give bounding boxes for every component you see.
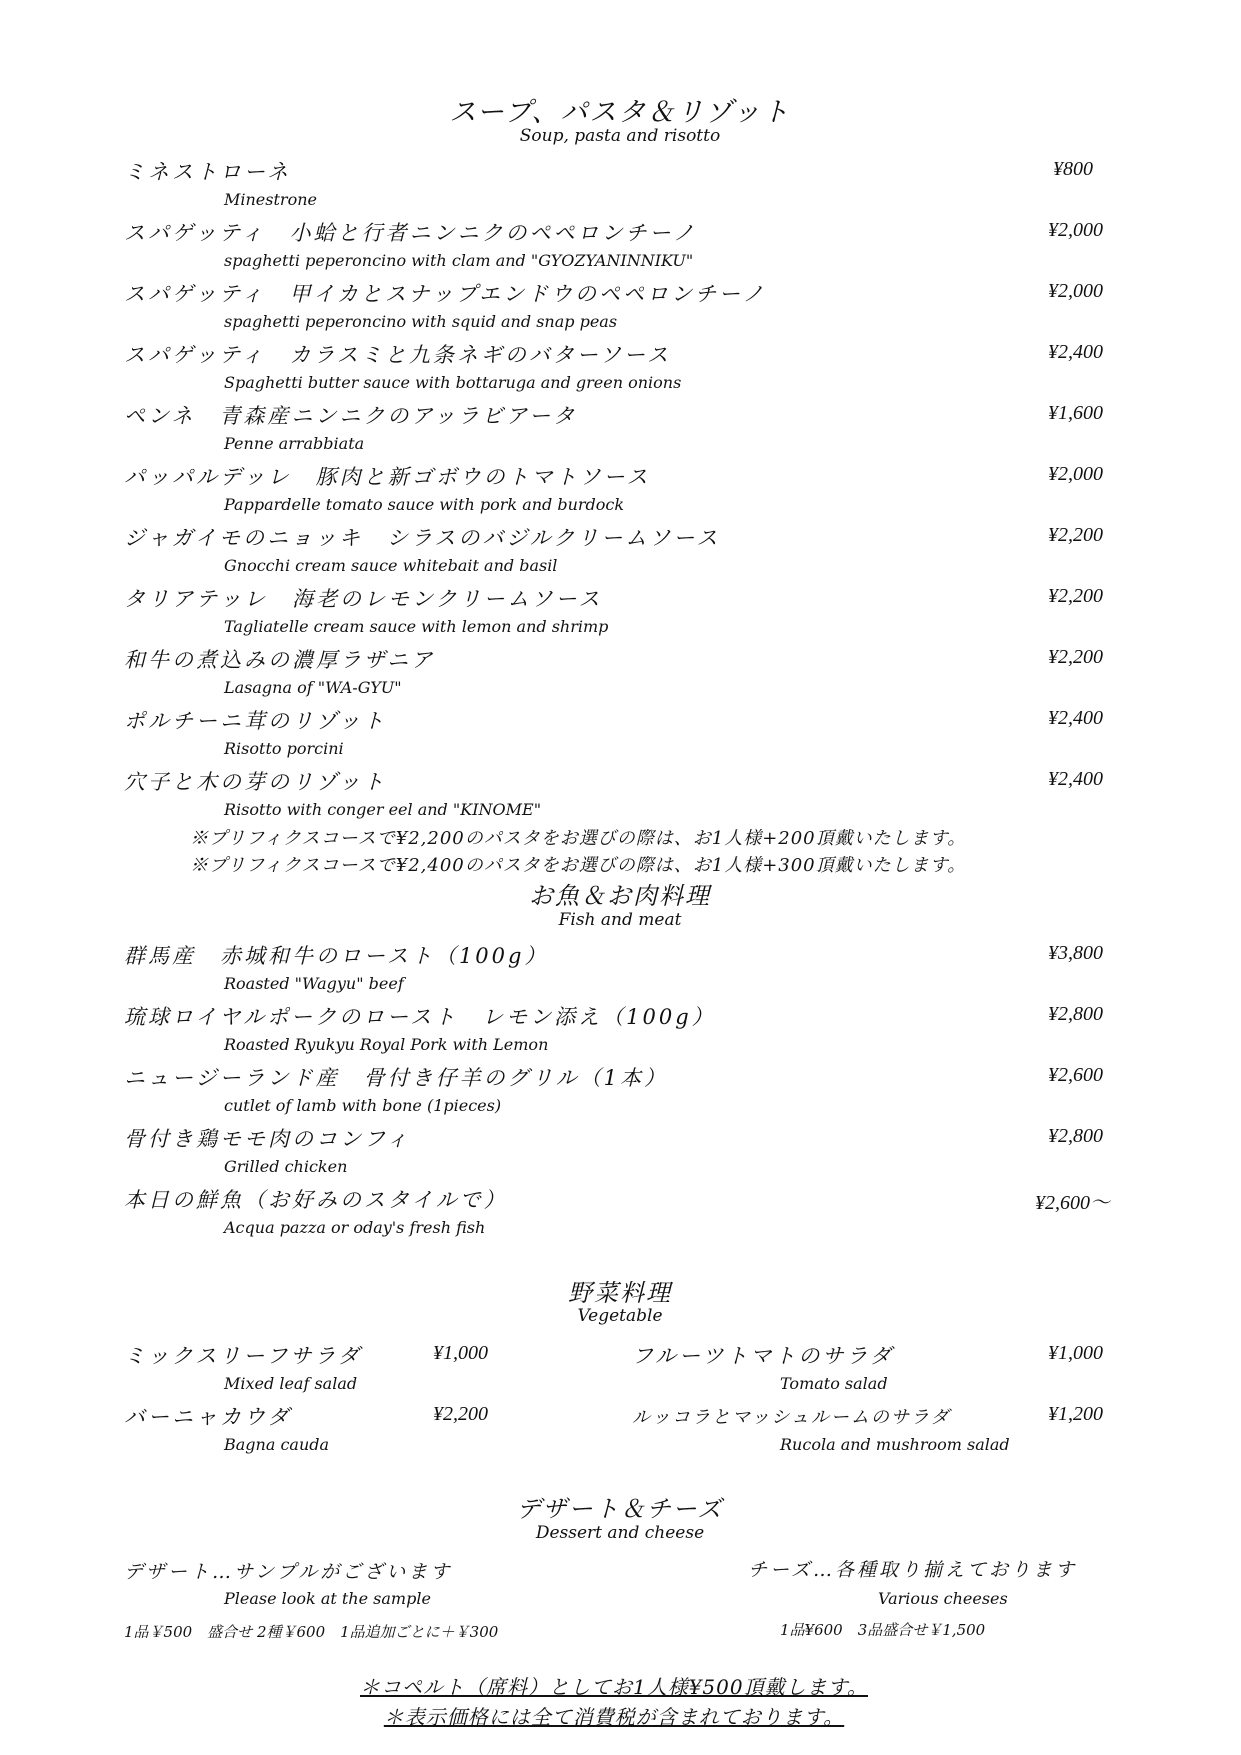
menu-item-price: ¥2,200 [1048,585,1103,607]
menu-item-en: Grilled chicken [224,1157,348,1176]
section-veg-subtitle: Vegetable [577,1306,663,1326]
menu-item-jp: 骨付き鶏モモ肉のコンフィ [124,1127,411,1151]
menu-item-en: Mixed leaf salad [224,1374,358,1393]
menu-item-jp: ニュージーランド産 骨付き仔羊のグリル（1本） [124,1066,668,1090]
section-main-title: お魚＆お肉料理 [529,882,711,910]
menu-item-en: Minestrone [224,190,317,209]
menu-item-price: ¥2,600 [1048,1064,1103,1086]
section-dessert-subtitle: Dessert and cheese [535,1523,705,1543]
menu-item-price: ¥2,200 [1048,524,1103,546]
dessert-label: デザート…サンプルがございます [124,1561,453,1583]
menu-item-jp: ルッコラとマッシュルームのサラダ [632,1407,951,1428]
cover-charge-note: ＊コペルト（席料）としてお1人様¥500頂戴します。 [359,1675,869,1699]
menu-item-price: ¥2,000 [1048,463,1103,485]
menu-item-en: Roasted "Wagyu" beef [224,974,404,993]
menu-item-price: ¥2,000 [1048,280,1103,302]
menu-item-price: ¥2,200 [1048,646,1103,668]
menu-item-en: Acqua pazza or oday's fresh fish [224,1218,486,1237]
menu-item-price: ¥1,000 [1048,1342,1103,1364]
dessert-prices: 1品￥500 盛合せ 2種￥600 1品追加ごとに＋￥300 [124,1623,499,1641]
menu-item-jp: ジャガイモのニョッキ シラスのバジルクリームソース [124,526,721,550]
menu-item-price: ¥3,800 [1048,942,1103,964]
dessert-en: Please look at the sample [224,1589,431,1608]
section-veg-title: 野菜料理 [568,1279,672,1307]
menu-item-price: ¥2,800 [1048,1125,1103,1147]
menu-item-price: ¥2,200 [433,1403,488,1425]
menu-item-jp: 和牛の煮込みの濃厚ラザニア [124,648,436,672]
menu-item-jp: 穴子と木の芽のリゾット [124,770,387,794]
menu-item-jp: スパゲッティ 甲イカとスナップエンドウのペペロンチーノ [124,282,767,306]
menu-item-en: Penne arrabbiata [224,434,365,453]
section-main-subtitle: Fish and meat [558,910,682,930]
menu-item-en: Roasted Ryukyu Royal Pork with Lemon [224,1035,549,1054]
menu-item-price: ¥1,000 [433,1342,488,1364]
section-pasta-subtitle: Soup, pasta and risotto [519,126,721,146]
menu-item-en: Lasagna of "WA-GYU" [224,678,402,697]
menu-item-jp: タリアテッレ 海老のレモンクリームソース [124,587,603,611]
menu-item-price: ¥2,400 [1048,341,1103,363]
menu-item-jp: 群馬産 赤城和牛のロースト（100g） [124,944,549,968]
menu-item-price: ¥1,200 [1048,1403,1103,1425]
menu-item-jp: フルーツトマトのサラダ [632,1344,895,1368]
prix-fixe-note: ※プリフィクスコースで¥2,200のパスタをお選びの際は、お1人様+200頂戴いたします。 [190,828,967,849]
menu-item-jp: パッパルデッレ 豚肉と新ゴボウのトマトソース [124,465,651,489]
menu-item-jp: 本日の鮮魚（お好みのスタイルで） [124,1188,508,1212]
menu-item-jp: ポルチーニ茸のリゾット [124,709,387,733]
menu-item-en: Risotto porcini [224,739,344,758]
menu-item-en: Tomato salad [780,1374,888,1393]
tax-note: ＊表示価格には全て消費税が含まれております。 [383,1705,845,1729]
menu-item-jp: 琉球ロイヤルポークのロースト レモン添え（100g） [124,1005,716,1029]
cheese-en: Various cheeses [878,1589,1008,1608]
menu-item-jp: ミックスリーフサラダ [124,1344,363,1368]
menu-item-price: ¥1,600 [1048,402,1103,424]
menu-item-price: ¥2,600～ [1035,1192,1110,1214]
menu-item-price: ¥2,400 [1048,707,1103,729]
menu-item-jp: スパゲッティ カラスミと九条ネギのバターソース [124,343,671,367]
menu-item-price: ¥2,000 [1048,219,1103,241]
menu-item-price: ¥2,800 [1048,1003,1103,1025]
menu-item-en: Spaghetti butter sauce with bottaruga and green onions [224,373,682,392]
prix-fixe-note: ※プリフィクスコースで¥2,400のパスタをお選びの際は、お1人様+300頂戴いたします。 [190,855,967,876]
menu-item-jp: スパゲッティ 小蛤と行者ニンニクのペペロンチーノ [124,221,698,245]
cheese-prices: 1品¥600 3品盛合せ￥1,500 [780,1621,986,1639]
menu-item-jp: バーニャカウダ [124,1405,292,1429]
cheese-label: チーズ…各種取り揃えております [748,1559,1078,1581]
menu-item-en: Risotto with conger eel and "KINOME" [224,800,542,819]
menu-item-price: ¥2,400 [1048,768,1103,790]
menu-item-en: Rucola and mushroom salad [780,1435,1010,1454]
section-pasta-title: スープ、パスタ＆リゾット [449,97,791,128]
section-dessert-title: デザート＆チーズ [516,1495,724,1523]
menu-item-jp: ペンネ 青森産ニンニクのアッラビアータ [124,404,578,428]
menu-item-en: Tagliatelle cream sauce with lemon and shrimp [224,617,609,636]
menu-item-en: spaghetti peperoncino with squid and snap peas [224,312,618,331]
menu-item-en: cutlet of lamb with bone (1pieces) [224,1096,502,1115]
menu-item-en: spaghetti peperoncino with clam and "GYOZYANINNIKU" [224,251,694,270]
menu-item-en: Gnocchi cream sauce whitebait and basil [224,556,558,575]
menu-item-en: Bagna cauda [224,1435,330,1454]
menu-item-jp: ミネストローネ [124,160,291,184]
menu-item-price: ¥800 [1053,158,1093,180]
menu-item-en: Pappardelle tomato sauce with pork and burdock [224,495,625,514]
